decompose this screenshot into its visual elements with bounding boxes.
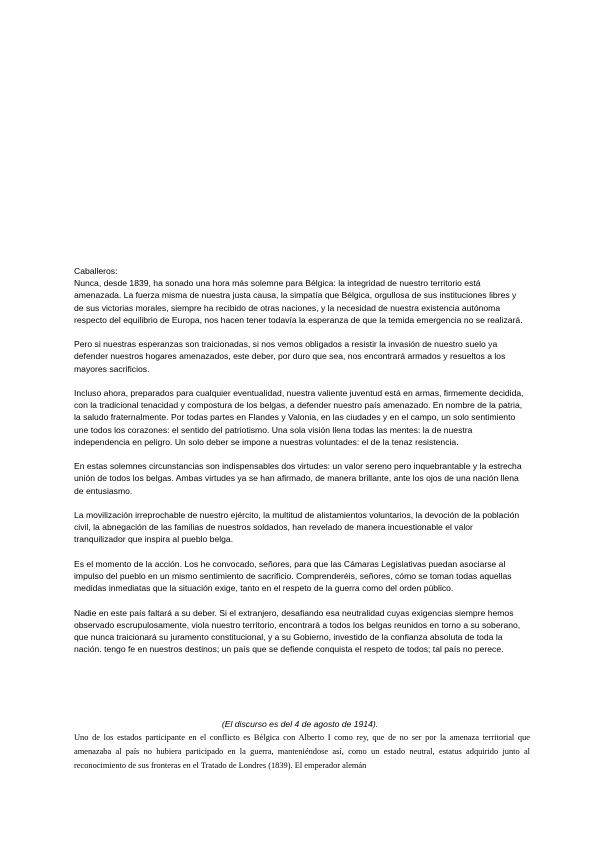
speech-paragraph: Pero si nuestras esperanzas son traicionadas, si nos vemos obligados a resistir la invasión de nuestro suelo ya defender nuestros hogares amenazados, este deber, por duro que sea, nos encontrará armados y resueltos a los mayores sacrificios. — [74, 339, 506, 374]
speech-body — [74, 265, 526, 668]
speech-salutation: Caballeros: — [74, 266, 118, 276]
speech-paragraph: Es el momento de la acción. Los he convocado, señores, para que las Cámaras Legislativas puedan asociarse al impulso del pueblo en un mismo sentimiento de sacrificio. Comprenderéis, señores, cómo se toman todas aquellas medidas inmediatas que la situación exige, tanto en el respeto de la guerra como del orden público. — [74, 558, 512, 594]
speech-paragraph: Nadie en este país faltará a su deber. Si el extranjero, desafiando esa neutralidad cuyas exigencias siempre hemos observado escrupulosamente, viola nuestro territorio, encontrará a todos los belgas reunidos en torno a su soberano, que nunca traicionará su juramento constitucional, y a su Gobierno, investido de la confianza absoluta de toda la nación. tengo fe en nuestros destinos; un país que se defiende conquista el respeto de todos; tal país no perece. — [74, 607, 521, 655]
speech-date-note: (El discurso es del 4 de agosto de 1914). — [221, 719, 379, 729]
historical-note: Uno de los estados participante en el conflicto es Bélgica con Alberto I como rey, que de no ser por la amenaza territorial que amenazaba al país no hubiera participado en la guerra, manteniéndose así, como un estado neutral, estatus adquirido junto al reconocimiento de sus fronteras en el Tratado de Londres (1839). El emperador alemán — [74, 733, 530, 771]
speech-paragraph: Nunca, desde 1839, ha sonado una hora más solemne para Bélgica: la integridad de nuestro territorio está amenazada. La fuerza misma de nuestra justa causa, la simpatía que Bélgica, orgullosa de sus instituciones libres y de sus victorias morales, siempre ha recibido de otras naciones, y la necesidad de nuestra existencia autónoma respecto del equilibrio de Europa, nos hacen tener todavía la esperanza de que la temida emergencia no se realizará. — [74, 278, 523, 325]
speech-paragraph: La movilización irreprochable de nuestro ejército, la multitud de alistamientos voluntarios, la devoción de la población civil, la abnegación de las familias de nuestros soldados, han revelado de manera incuestionable el valor tranquilizador que inspira al pueblo belga. — [74, 510, 520, 545]
speech-paragraph: Incluso ahora, preparados para cualquier eventualidad, nuestra valiente juventud está en armas, firmemente decidida, con la tradicional tenacidad y compostura de los belgas, a defender nuestro país amenazado. En nombre de la patria, la saludo fraternalmente. Por todas partes en Flandes y Valonia, en las ciudades y en el campo, un solo sentimiento une todos los corazones: el sentido del patriotismo. Una sola visión llena todas las mentes: la de nuestra independencia en peligro. Un solo deber se impone a nuestras voluntades: el de la tenaz resistencia. — [74, 388, 524, 447]
speech-paragraph: En estas solemnes circunstancias son indispensables dos virtudes: un valor sereno pero inquebrantable y la estrecha unión de todos los belgas. Ambas virtudes ya se han afirmado, de manera brillante, ante los ojos de una nación llena de entusiasmo. — [74, 461, 522, 496]
